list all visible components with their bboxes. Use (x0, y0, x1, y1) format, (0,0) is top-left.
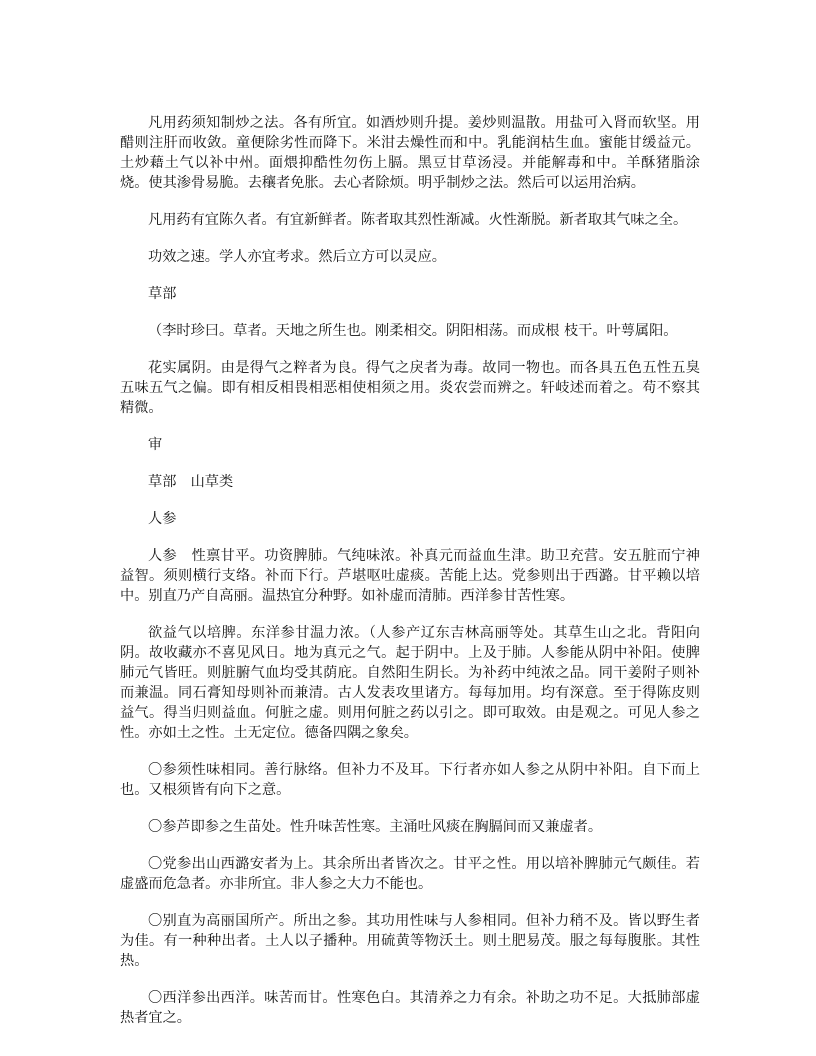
paragraph-american-ginseng: 〇西洋参出西洋。味苦而甘。性寒色白。其清养之力有余。补助之功不足。大抵肺部虚热者宜之。 (120, 990, 700, 1026)
paragraph-flowers-fruits: 花实属阴。由是得气之粹者为良。得气之戾者为毒。故同一物也。而各具五色五性五臭五味五气之偏。即有相反相畏相恶相使相须之用。炎农尝而辨之。轩岐述而着之。苟不察其精微。 (120, 360, 700, 416)
paragraph-shen: 审 (148, 437, 163, 453)
paragraph-korean-ginseng: 〇别直为高丽国所产。所出之参。其功用性味与人参相同。但补力稍不及。皆以野生者为佳。有一种种出者。土人以子播种。用硫黄等物沃土。则土肥易茂。服之每每腹胀。其性热。 (120, 913, 700, 969)
paragraph-li-shizhen-quote: （李时珍曰。草者。天地之所生也。刚柔相交。阴阳相荡。而成根 枝干。叶萼属阳。 (148, 323, 678, 339)
paragraph-ginseng-properties: 人参 性禀甘平。功资脾肺。气纯味浓。补真元而益血生津。助卫充营。安五脏而宁神益智。须则横行支络。补而下行。芦堪呕吐虚痰。苦能上达。党参则出于西潞。甘平赖以培中。别直乃产自高丽。温热宜分种野。如补虚而清肺。西洋参甘苦性寒。 (120, 548, 700, 604)
paragraph-ginseng-commentary: 欲益气以培脾。东洋参甘温力浓。（人参产辽东吉林高丽等处。其草生山之北。背阳向阴。故收藏亦不喜见风日。地为真元之气。起于阴中。上及于肺。人参能从阴中补阳。使脾肺元气皆旺。则脏腑气血均受其荫庇。自然阳生阴长。为补药中纯浓之品。同干姜附子则补而兼温。同石膏知母则补而兼清。古人发表攻里诸方。每每加用。均有深意。至于得陈皮则益气。得当归则益血。何脏之虚。则用何脏之药以引之。即可取效。由是观之。可见人参之性。亦如土之性。土无定位。德备四隅之象矣。 (120, 625, 700, 741)
paragraph-ginseng-rhizome: 〇参芦即参之生苗处。性升味苦性寒。主涌吐风痰在胸膈间而又兼虚者。 (148, 819, 603, 835)
paragraph-codonopsis: 〇党参出山西潞安者为上。其余所出者皆次之。甘平之性。用以培补脾肺元气颇佳。若虚盛而危急者。亦非所宜。非人参之大力不能也。 (120, 856, 700, 892)
paragraph-ginseng-rootlets: 〇参须性味相同。善行脉络。但补力不及耳。下行者亦如人参之从阴中补阳。自下而上也。又根须皆有向下之意。 (120, 762, 700, 798)
paragraph-efficacy: 功效之速。学人亦宜考求。然后立方可以灵应。 (148, 249, 446, 265)
paragraph-aged-fresh: 凡用药有宜陈久者。有宜新鲜者。陈者取其烈性渐减。火性渐脱。新者取其气味之全。 (148, 212, 688, 228)
section-heading-mountain-herbs: 草部 山草类 (148, 474, 234, 490)
section-heading-herbs: 草部 (148, 286, 177, 302)
entry-title-ginseng: 人参 (148, 511, 177, 527)
document-body (120, 113, 700, 1045)
paragraph-processing-methods: 凡用药须知制炒之法。各有所宜。如酒炒则升提。姜炒则温散。用盐可入肾而软坚。用醋则注肝而收敛。童便除劣性而降下。米泔去燥性而和中。乳能润枯生血。蜜能甘缓益元。土炒藉土气以补中州。面煨抑酷性勿伤上膈。黑豆甘草汤浸。并能解毒和中。羊酥猪脂涂烧。使其渗骨易脆。去穰者免胀。去心者除烦。明乎制炒之法。然后可以运用治病。 (120, 115, 700, 191)
